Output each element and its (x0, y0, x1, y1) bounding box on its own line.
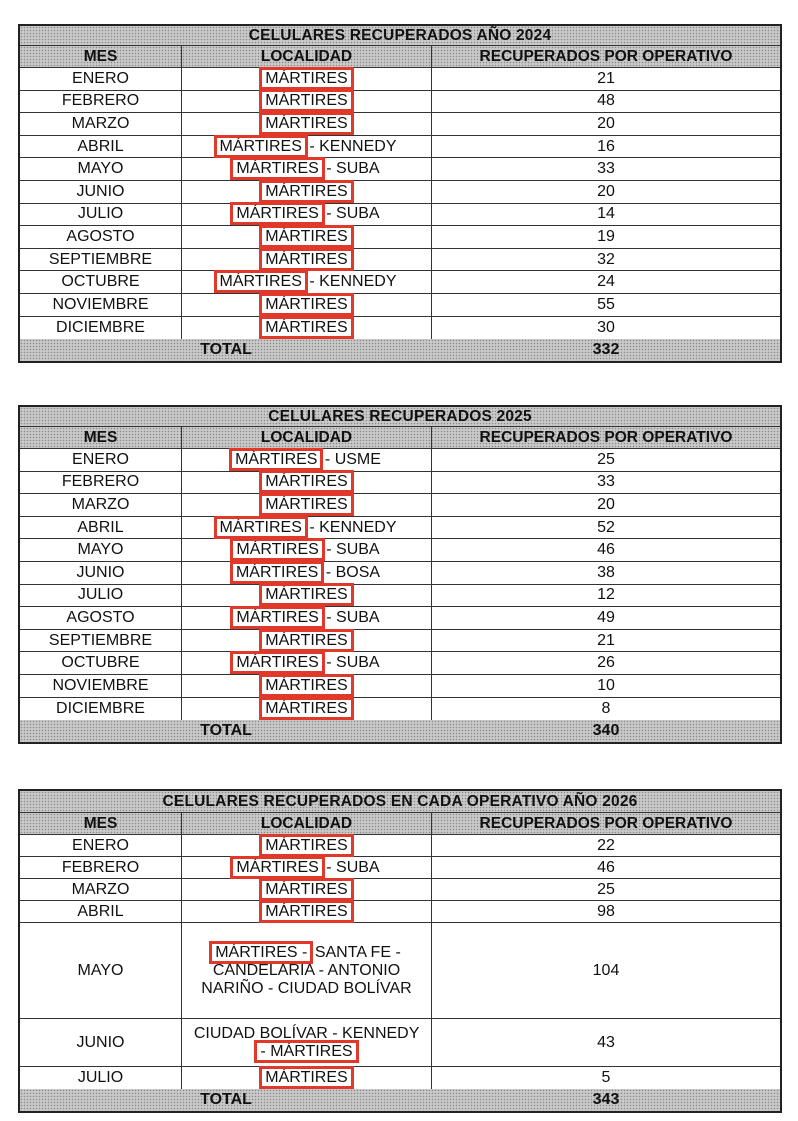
cell-localidad (182, 630, 432, 652)
cell-recuperados: 14 (597, 205, 615, 223)
cell-mes: JUNIO (20, 562, 182, 584)
cell-recuperados: 21 (597, 69, 615, 87)
total-label: TOTAL (200, 722, 252, 740)
localidad-text (233, 205, 379, 223)
localidad-highlight: MÁRTIRES (262, 903, 350, 920)
total-label: TOTAL (200, 1091, 252, 1108)
cell-recuperados: 46 (597, 541, 615, 559)
cell-recuperados: 30 (597, 318, 615, 336)
localidad-highlight: MÁRTIRES (262, 70, 350, 87)
cell-recuperados: 22 (597, 836, 615, 854)
localidad-highlight: MÁRTIRES (262, 473, 350, 490)
table-row (20, 472, 780, 495)
localidad-text (233, 564, 380, 582)
cell-localidad (182, 91, 432, 113)
cell-recuperados: 16 (597, 137, 615, 155)
table-2024 (18, 24, 782, 363)
localidad-rest: - KENNEDY (309, 273, 397, 291)
cell-recuperados: 5 (601, 1069, 611, 1086)
header-row (20, 427, 780, 449)
localidad-text (233, 541, 379, 559)
localidad-highlight: MÁRTIRES (262, 700, 350, 717)
table-row (20, 113, 780, 136)
table-row (20, 879, 780, 901)
table-row (20, 181, 780, 204)
localidad-highlight: MÁRTIRES (262, 183, 350, 200)
localidad-highlight: MÁRTIRES (262, 92, 350, 109)
cell-localidad (182, 675, 432, 697)
cell-localidad (182, 449, 432, 471)
cell-mes: ENERO (20, 835, 182, 856)
localidad-highlight: MÁRTIRES (262, 1069, 350, 1086)
cell-localidad (182, 539, 432, 561)
table-row (20, 136, 780, 159)
header-localidad: LOCALIDAD (182, 813, 432, 834)
localidad-highlight: MÁRTIRES (232, 451, 320, 468)
table-row (20, 494, 780, 517)
localidad-text (233, 859, 379, 877)
header-recuperados: RECUPERADOS POR OPERATIVO (479, 814, 733, 832)
total-label: TOTAL (200, 341, 252, 359)
header-mes: MES (20, 46, 182, 67)
table-title-row (20, 26, 780, 46)
localidad-rest: - KENNEDY (309, 518, 397, 536)
total-value: 340 (592, 722, 620, 740)
localidad-highlight: MÁRTIRES (262, 632, 350, 649)
cell-recuperados: 24 (597, 273, 615, 291)
table-row (20, 901, 780, 923)
cell-mes: FEBRERO (20, 472, 182, 494)
table-title-row (20, 407, 780, 427)
table-row (20, 630, 780, 653)
cell-recuperados: 38 (597, 563, 615, 581)
total-row (20, 1089, 780, 1111)
table-row (20, 585, 780, 608)
cell-recuperados: 55 (597, 295, 615, 313)
cell-recuperados: 46 (597, 858, 615, 876)
localidad-highlight: MÁRTIRES (262, 115, 350, 132)
cell-localidad (182, 879, 432, 900)
table-row (20, 652, 780, 675)
localidad-text (262, 183, 350, 201)
localidad-highlight: MÁRTIRES (262, 251, 350, 268)
cell-mes: MARZO (20, 879, 182, 900)
cell-localidad (182, 585, 432, 607)
header-mes: MES (20, 813, 182, 834)
cell-localidad (182, 472, 432, 494)
localidad-text (188, 1025, 425, 1061)
localidad-text (262, 586, 350, 604)
cell-mes: DICIEMBRE (20, 317, 182, 340)
cell-localidad (182, 68, 432, 90)
cell-recuperados: 12 (597, 586, 615, 604)
header-row (20, 813, 780, 835)
cell-recuperados: 19 (597, 227, 615, 245)
cell-recuperados: 25 (597, 450, 615, 468)
cell-mes: MAYO (20, 158, 182, 180)
table-row (20, 539, 780, 562)
cell-mes: ENERO (20, 68, 182, 90)
cell-mes: NOVIEMBRE (20, 675, 182, 697)
table-2026 (18, 789, 782, 1113)
table-title: CELULARES RECUPERADOS 2025 (268, 407, 532, 425)
header-localidad: LOCALIDAD (182, 427, 432, 448)
localidad-highlight: MÁRTIRES (233, 609, 321, 626)
localidad-text (217, 138, 397, 156)
cell-localidad (182, 204, 432, 226)
table-row (20, 835, 780, 857)
cell-localidad (182, 1067, 432, 1089)
localidad-rest: - SUBA (326, 654, 380, 672)
cell-recuperados: 48 (597, 92, 615, 110)
cell-localidad (182, 317, 432, 340)
cell-recuperados: 10 (597, 676, 615, 694)
cell-localidad (182, 271, 432, 293)
cell-recuperados: 20 (597, 495, 615, 513)
total-value: 332 (592, 341, 620, 359)
cell-mes: NOVIEMBRE (20, 294, 182, 316)
cell-localidad (182, 294, 432, 316)
localidad-text (262, 837, 350, 855)
cell-localidad (182, 698, 432, 721)
cell-localidad (182, 494, 432, 516)
cell-mes: ABRIL (20, 901, 182, 922)
table-row (20, 317, 780, 340)
localidad-rest: - SUBA (326, 608, 380, 626)
cell-recuperados: 49 (597, 608, 615, 626)
localidad-text (262, 473, 350, 491)
localidad-highlight: MÁRTIRES (233, 564, 321, 581)
localidad-text (262, 70, 350, 88)
localidad-text (233, 160, 379, 178)
cell-mes: MARZO (20, 494, 182, 516)
localidad-highlight: MÁRTIRES (233, 160, 321, 177)
header-mes: MES (20, 427, 182, 448)
table-row (20, 1019, 780, 1067)
localidad-rest: - SUBA (326, 858, 380, 876)
localidad-rest: - SUBA (326, 541, 380, 559)
localidad-text (262, 1069, 350, 1087)
localidad-text (188, 944, 425, 998)
table-row (20, 249, 780, 272)
cell-mes: JULIO (20, 1067, 182, 1089)
cell-localidad (182, 923, 432, 1018)
cell-localidad (182, 607, 432, 629)
cell-mes: ABRIL (20, 517, 182, 539)
localidad-pre: CIUDAD BOLÍVAR - KENNEDY (193, 1024, 420, 1042)
cell-mes: ENERO (20, 449, 182, 471)
cell-localidad (182, 857, 432, 878)
localidad-text (262, 92, 350, 110)
localidad-rest: - SUBA (326, 160, 380, 178)
table-row (20, 607, 780, 630)
table-row (20, 91, 780, 114)
cell-recuperados: 43 (597, 1033, 615, 1051)
table-row (20, 294, 780, 317)
cell-localidad (182, 226, 432, 248)
localidad-highlight: MÁRTIRES (233, 859, 321, 876)
localidad-highlight: MÁRTIRES (262, 586, 350, 603)
cell-recuperados: 33 (597, 160, 615, 178)
localidad-highlight: MÁRTIRES (262, 677, 350, 694)
table-title: CELULARES RECUPERADOS AÑO 2024 (248, 26, 552, 44)
localidad-rest: - USME (324, 450, 381, 468)
localidad-highlight: MÁRTIRES (262, 496, 350, 513)
localidad-rest: SANTA FE - CANDELARIA - ANTONIO NARIÑO - CIUDAD BOLÍVAR (201, 943, 412, 997)
localidad-text (262, 881, 350, 899)
cell-recuperados: 52 (597, 518, 615, 536)
table-row (20, 698, 780, 721)
cell-localidad (182, 1019, 432, 1066)
localidad-highlight: - MÁRTIRES (257, 1043, 355, 1060)
table-2025 (18, 405, 782, 744)
table-row (20, 1067, 780, 1089)
cell-localidad (182, 249, 432, 271)
table-title: CELULARES RECUPERADOS EN CADA OPERATIVO AÑO 2026 (162, 792, 638, 810)
cell-localidad (182, 835, 432, 856)
localidad-text (262, 319, 350, 337)
cell-mes: JULIO (20, 585, 182, 607)
localidad-highlight: MÁRTIRES (233, 541, 321, 558)
cell-mes: FEBRERO (20, 857, 182, 878)
localidad-text (217, 273, 397, 291)
localidad-text (262, 296, 350, 314)
cell-recuperados: 20 (597, 114, 615, 132)
cell-mes: MAYO (20, 539, 182, 561)
localidad-text (262, 677, 350, 695)
table-title-row (20, 791, 780, 813)
cell-mes: MAYO (20, 923, 182, 1018)
cell-localidad (182, 517, 432, 539)
cell-recuperados: 8 (601, 699, 611, 717)
localidad-text (233, 654, 379, 672)
cell-localidad (182, 136, 432, 158)
cell-mes: MARZO (20, 113, 182, 135)
total-value: 343 (592, 1091, 620, 1108)
cell-localidad (182, 652, 432, 674)
table-row (20, 857, 780, 879)
localidad-highlight: MÁRTIRES (262, 881, 350, 898)
header-recuperados: RECUPERADOS POR OPERATIVO (479, 428, 733, 446)
localidad-text (232, 451, 381, 469)
cell-recuperados: 21 (597, 631, 615, 649)
localidad-text (262, 251, 350, 269)
table-row (20, 271, 780, 294)
localidad-highlight: MÁRTIRES (262, 296, 350, 313)
cell-mes: OCTUBRE (20, 271, 182, 293)
localidad-highlight: MÁRTIRES (233, 205, 321, 222)
table-row (20, 923, 780, 1019)
header-recuperados: RECUPERADOS POR OPERATIVO (479, 47, 733, 65)
cell-mes: AGOSTO (20, 607, 182, 629)
localidad-highlight: MÁRTIRES (233, 654, 321, 671)
table-row (20, 517, 780, 540)
cell-recuperados: 26 (597, 654, 615, 672)
cell-mes: AGOSTO (20, 226, 182, 248)
cell-recuperados: 98 (597, 902, 615, 920)
localidad-highlight: MÁRTIRES (217, 138, 305, 155)
table-row (20, 204, 780, 227)
localidad-text (262, 115, 350, 133)
cell-mes: DICIEMBRE (20, 698, 182, 721)
cell-mes: OCTUBRE (20, 652, 182, 674)
cell-recuperados: 33 (597, 473, 615, 491)
table-row (20, 158, 780, 181)
cell-mes: ABRIL (20, 136, 182, 158)
cell-recuperados: 104 (592, 961, 620, 979)
table-row (20, 675, 780, 698)
localidad-text (217, 519, 397, 537)
header-localidad: LOCALIDAD (182, 46, 432, 67)
localidad-highlight: MÁRTIRES - (212, 944, 310, 961)
cell-mes: JULIO (20, 204, 182, 226)
localidad-text (233, 609, 379, 627)
table-row (20, 449, 780, 472)
cell-localidad (182, 158, 432, 180)
localidad-rest: - BOSA (325, 563, 381, 581)
table-row (20, 226, 780, 249)
localidad-highlight: MÁRTIRES (217, 273, 305, 290)
cell-localidad (182, 901, 432, 922)
cell-mes: SEPTIEMBRE (20, 249, 182, 271)
cell-localidad (182, 562, 432, 584)
localidad-highlight: MÁRTIRES (262, 837, 350, 854)
localidad-text (262, 700, 350, 718)
localidad-text (262, 632, 350, 650)
cell-recuperados: 32 (597, 250, 615, 268)
cell-localidad (182, 113, 432, 135)
cell-mes: SEPTIEMBRE (20, 630, 182, 652)
localidad-highlight: MÁRTIRES (217, 519, 305, 536)
table-row (20, 68, 780, 91)
table-row (20, 562, 780, 585)
cell-recuperados: 25 (597, 880, 615, 898)
localidad-rest: - KENNEDY (309, 137, 397, 155)
localidad-text (262, 228, 350, 246)
cell-recuperados: 20 (597, 182, 615, 200)
cell-localidad (182, 181, 432, 203)
localidad-text (262, 496, 350, 514)
cell-mes: FEBRERO (20, 91, 182, 113)
localidad-rest: - SUBA (326, 205, 380, 223)
cell-mes: JUNIO (20, 181, 182, 203)
cell-mes: JUNIO (20, 1019, 182, 1066)
total-row (20, 339, 780, 361)
header-row (20, 46, 780, 68)
total-row (20, 720, 780, 742)
localidad-highlight: MÁRTIRES (262, 319, 350, 336)
localidad-text (262, 903, 350, 921)
localidad-highlight: MÁRTIRES (262, 228, 350, 245)
